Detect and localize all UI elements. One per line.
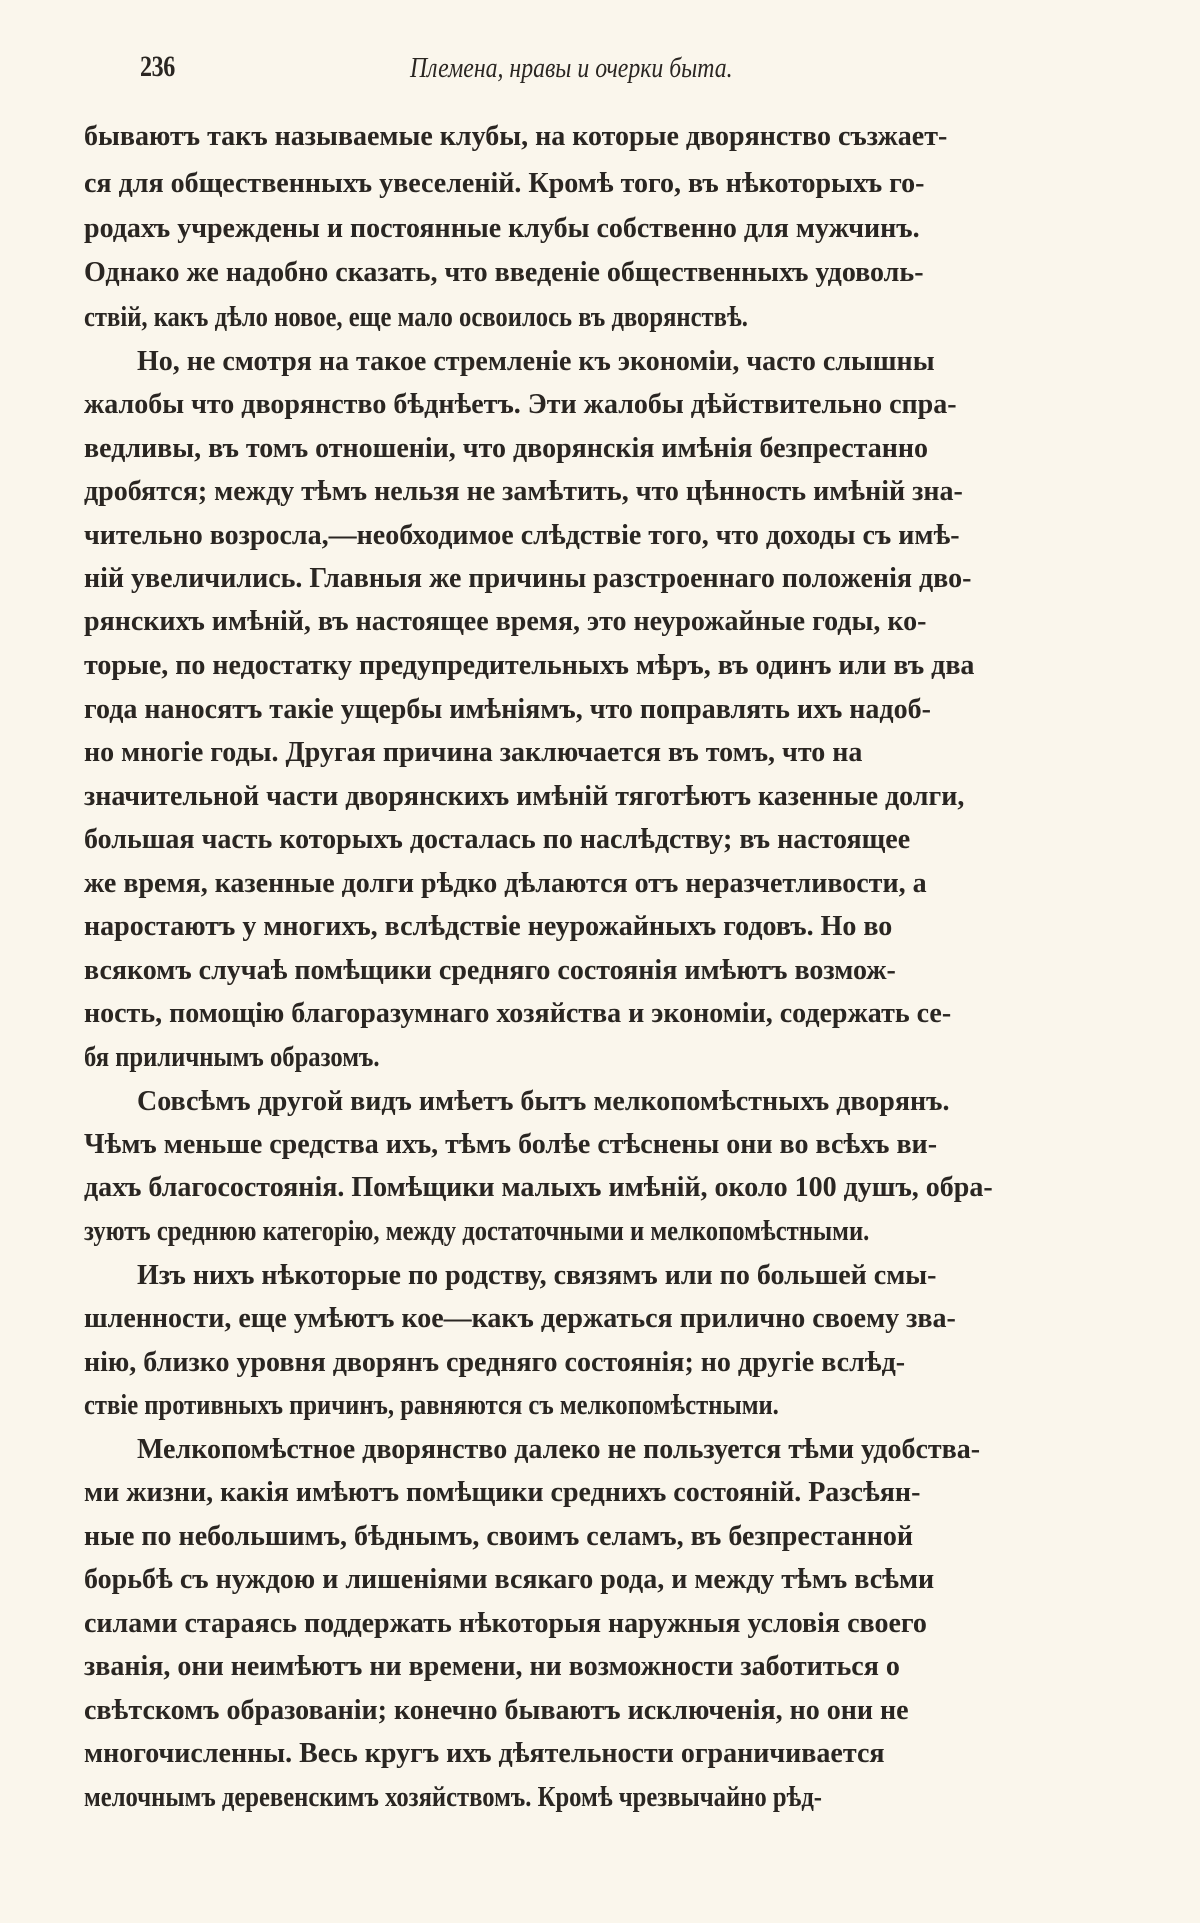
text-line: ствiй, какъ дѣло новое, еще мало освоилось въ дворянствѣ. [84,302,748,333]
text-line: всякомъ случаѣ помѣщики средняго состоянiя имѣютъ возмож- [84,955,896,986]
text-line: родахъ учреждены и постоянные клубы собственно для мужчинъ. [84,213,920,244]
text-line: значительной части дворянскихъ имѣнiй тяготѣютъ казенные долги, [84,781,965,812]
text-line: бываютъ такъ называемые клубы, на которые дворянство съзжает- [84,121,948,152]
text-line: но многiе годы. Другая причина заключается въ томъ, что на [84,737,863,768]
text-line: ми жизни, какiя имѣютъ помѣщики среднихъ состоянiй. Разсѣян- [84,1477,921,1508]
text-line: Изъ нихъ нѣкоторые по родству, связямъ или по большей смы- [137,1260,937,1291]
text-line: шленности, еще умѣютъ кое—какъ держаться прилично своему зва- [84,1303,956,1334]
text-line: чительно возросла,—необходимое слѣдствiе того, что доходы съ имѣ- [84,520,960,551]
text-line: рянскихъ имѣнiй, въ настоящее время, это неурожайные годы, ко- [84,606,927,637]
text-line: наростаютъ у многихъ, вслѣдствiе неурожайныхъ годовъ. Но во [84,911,893,942]
text-line: зуютъ среднюю категорiю, между достаточными и мелкопомѣстными. [84,1216,870,1247]
text-line: года наносятъ такiе ущербы имѣнiямъ, что поправлять ихъ надоб- [84,694,931,725]
text-line: большая часть которыхъ досталась по наслѣдству; въ настоящее [84,824,911,855]
text-line: ствiе противныхъ причинъ, равняются съ мелкопомѣстными. [84,1390,779,1421]
text-line: торые, по недостатку предупредительныхъ мѣръ, въ одинъ или въ два [84,650,975,681]
text-line: Однако же надобно сказать, что введенiе общественныхъ удоволь- [84,257,924,288]
text-line: мелочнымъ деревенскимъ хозяйствомъ. Кромѣ чрезвычайно рѣд- [84,1782,823,1813]
text-line: борьбѣ съ нуждою и лишенiями всякаго рода, и между тѣмъ всѣми [84,1564,935,1595]
text-line: ведливы, въ томъ отношенiи, что дворянскiя имѣнiя безпрестанно [84,433,929,464]
text-line: ность, помощiю благоразумнаго хозяйства и экономiи, содержать се- [84,998,952,1029]
running-title: Племена, нравы и очерки быта. [410,52,733,84]
text-line: Но, не смотря на такое стремленiе къ экономiи, часто слышны [137,346,935,377]
text-line: силами стараясь поддержать нѣкоторыя наружныя условiя своего [84,1608,927,1639]
text-line: нiю, близко уровня дворянъ средняго состоянiя; но другiе вслѣд- [84,1347,906,1378]
text-line: жалобы что дворянство бѣднѣетъ. Эти жалобы дѣйствительно спра- [84,389,957,420]
text-line: нiй увеличились. Главныя же причины разстроеннаго положенiя дво- [84,563,972,594]
text-line: свѣтскомъ образованiи; конечно бываютъ исключенiя, но они не [84,1695,909,1726]
text-line: многочисленны. Весь кругъ ихъ дѣятельности ограничивается [84,1738,885,1769]
text-line: ся для общественныхъ увеселенiй. Кромѣ того, въ нѣкоторыхъ го- [84,168,925,199]
text-line: же время, казенные долги рѣдко дѣлаются отъ неразчетливости, а [84,868,927,899]
text-line: ные по небольшимъ, бѣднымъ, своимъ селамъ, въ безпрестанной [84,1521,914,1552]
text-line: Чѣмъ меньше средства ихъ, тѣмъ болѣе стѣснены они во всѣхъ ви- [84,1129,938,1160]
text-line: дахъ благосостоянiя. Помѣщики малыхъ имѣнiй, около 100 душъ, обра- [84,1172,993,1203]
text-line: Совсѣмъ другой видъ имѣетъ бытъ мелкопомѣстныхъ дворянъ. [137,1086,950,1117]
text-line: бя приличнымъ образомъ. [84,1042,380,1073]
text-line: дробятся; между тѣмъ нельзя не замѣтить, что цѣнность имѣнiй зна- [84,476,963,507]
text-line: Мелкопомѣстное дворянство далеко не пользуется тѣми удобства- [137,1434,981,1465]
page-number: 236 [140,50,175,83]
text-line: званiя, они неимѣютъ ни времени, ни возможности заботиться о [84,1651,900,1682]
